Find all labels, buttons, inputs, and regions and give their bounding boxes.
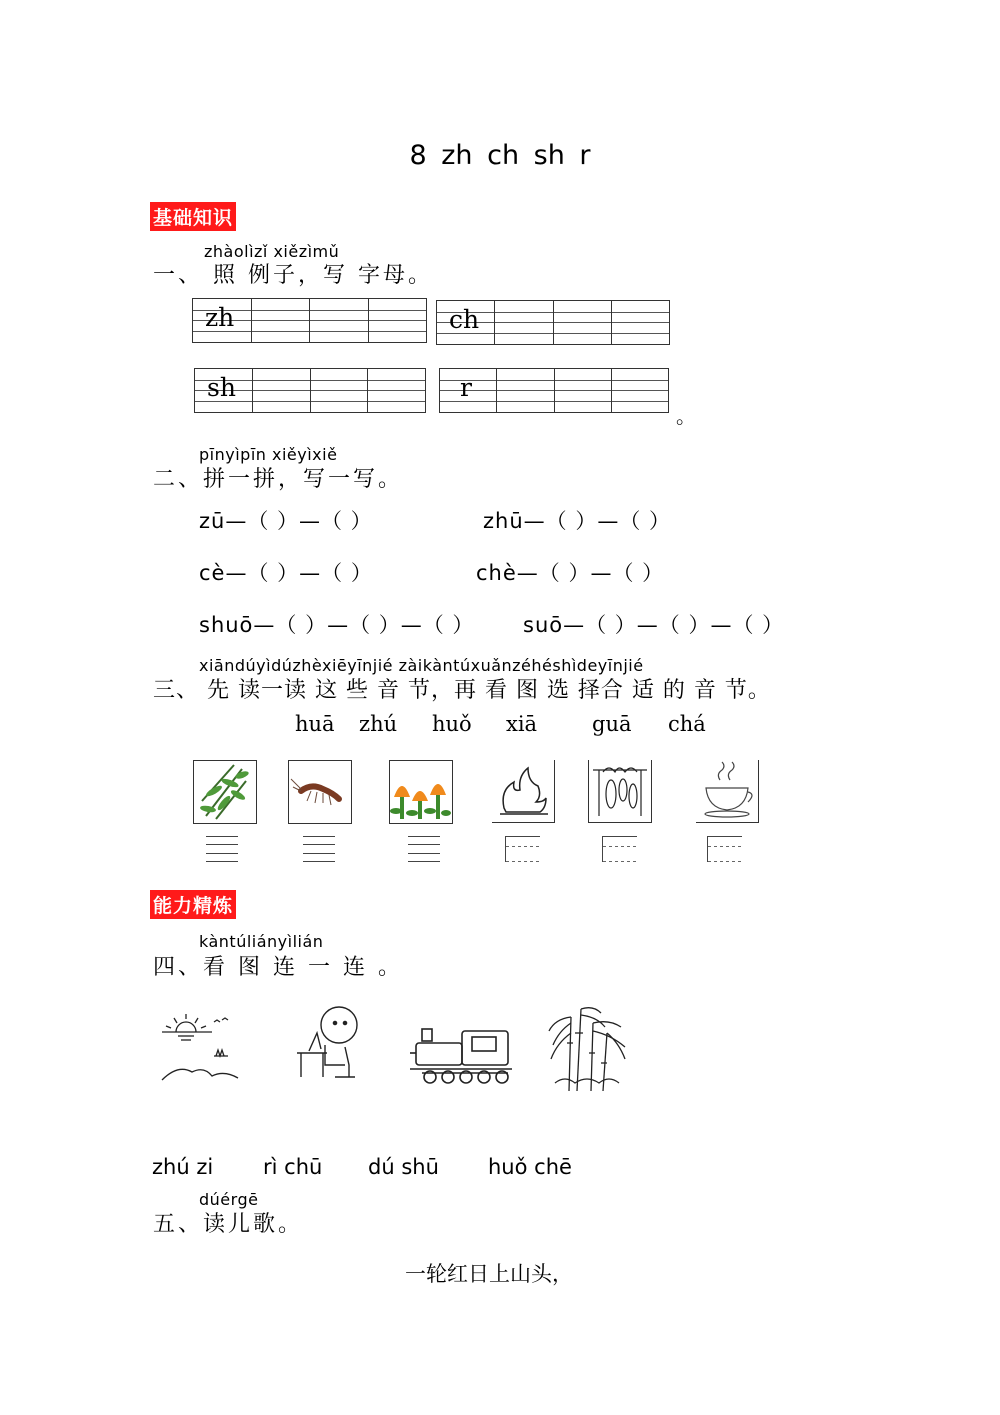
word-huoche[interactable]: huǒ chē bbox=[488, 1155, 572, 1179]
q2-item-shuo[interactable]: shuō—（ ）—（ ）—（ ） bbox=[199, 613, 475, 637]
answer-lines[interactable] bbox=[707, 836, 742, 862]
section-badge-ability: 能力精炼 bbox=[150, 890, 236, 919]
word-dushu[interactable]: dú shū bbox=[368, 1155, 439, 1179]
grid-example-letter: sh bbox=[207, 373, 236, 402]
answer-lines[interactable] bbox=[505, 836, 540, 862]
reading-child-picture[interactable] bbox=[295, 1003, 365, 1085]
q2-item-zu[interactable]: zū—（ ）—（ ） bbox=[199, 509, 373, 533]
q3-heading: 三、 先 读一读 这 些 音 节，再 看 图 选 择合 适 的 音 节。 bbox=[153, 678, 771, 703]
syllable-option-cha: chá bbox=[668, 712, 706, 736]
writing-grid-r[interactable] bbox=[439, 368, 669, 413]
writing-grid-sh[interactable] bbox=[194, 368, 426, 413]
poem-line: 一轮红日上山头， bbox=[405, 1262, 573, 1286]
q5-heading: 五、读儿歌。 bbox=[153, 1212, 304, 1237]
q4-pinyin: kàntúliányìlián bbox=[199, 932, 324, 951]
bamboo-grove-picture[interactable] bbox=[545, 1003, 629, 1097]
syllable-option-hua: huā bbox=[295, 712, 335, 736]
flowers-picture bbox=[389, 760, 453, 824]
tea-cup-picture bbox=[696, 760, 759, 823]
grid-example-letter: ch bbox=[449, 305, 480, 334]
answer-lines[interactable] bbox=[408, 836, 440, 862]
q2-item-che[interactable]: chè—（ ）—（ ） bbox=[476, 561, 665, 585]
section-badge-basic: 基础知识 bbox=[150, 202, 236, 231]
q2-item-zhu[interactable]: zhū—（ ）—（ ） bbox=[483, 509, 671, 533]
q5-pinyin: dúérgē bbox=[199, 1190, 259, 1209]
syllable-option-zhu: zhú bbox=[359, 712, 398, 736]
bamboo-picture bbox=[193, 760, 257, 824]
q1-heading: 一、 照 例子，写 字母。 bbox=[153, 263, 433, 288]
q4-heading: 四、看 图 连 一 连 。 bbox=[153, 955, 403, 980]
grid-example-letter: zh bbox=[205, 303, 235, 332]
melon-vine-picture bbox=[588, 760, 652, 823]
syllable-option-xia: xiā bbox=[506, 712, 538, 736]
page-title: 8 zh ch sh r bbox=[409, 140, 591, 171]
q2-heading: 二、拼一拼，写一写。 bbox=[153, 467, 404, 492]
q3-pinyin: xiāndúyìdúzhèxiēyīnjié zàikàntúxuǎnzéhéshìdeyīnjié bbox=[199, 656, 644, 675]
q1-pinyin: zhàolìzǐ xiězìmǔ bbox=[204, 242, 340, 261]
shrimp-picture bbox=[288, 760, 352, 824]
answer-lines[interactable] bbox=[602, 836, 637, 862]
syllable-option-gua: guā bbox=[592, 712, 632, 736]
q2-pinyin: pīnyìpīn xiěyìxiě bbox=[199, 445, 338, 464]
sunrise-picture[interactable] bbox=[158, 1010, 240, 1092]
answer-lines[interactable] bbox=[206, 836, 238, 862]
fire-picture bbox=[492, 760, 555, 823]
writing-grid-zh[interactable] bbox=[192, 298, 427, 343]
grid-example-letter: r bbox=[460, 373, 472, 402]
syllable-option-huo: huǒ bbox=[432, 712, 472, 736]
train-picture[interactable] bbox=[408, 1025, 514, 1091]
q1-end-mark: 。 bbox=[676, 404, 696, 428]
writing-grid-ch[interactable] bbox=[436, 300, 670, 345]
word-zhuzi[interactable]: zhú zi bbox=[152, 1155, 214, 1179]
answer-lines[interactable] bbox=[303, 836, 335, 862]
q2-item-ce[interactable]: cè—（ ）—（ ） bbox=[199, 561, 373, 585]
word-richu[interactable]: rì chū bbox=[263, 1155, 323, 1179]
q2-item-suo[interactable]: suō—（ ）—（ ）—（ ） bbox=[523, 613, 785, 637]
